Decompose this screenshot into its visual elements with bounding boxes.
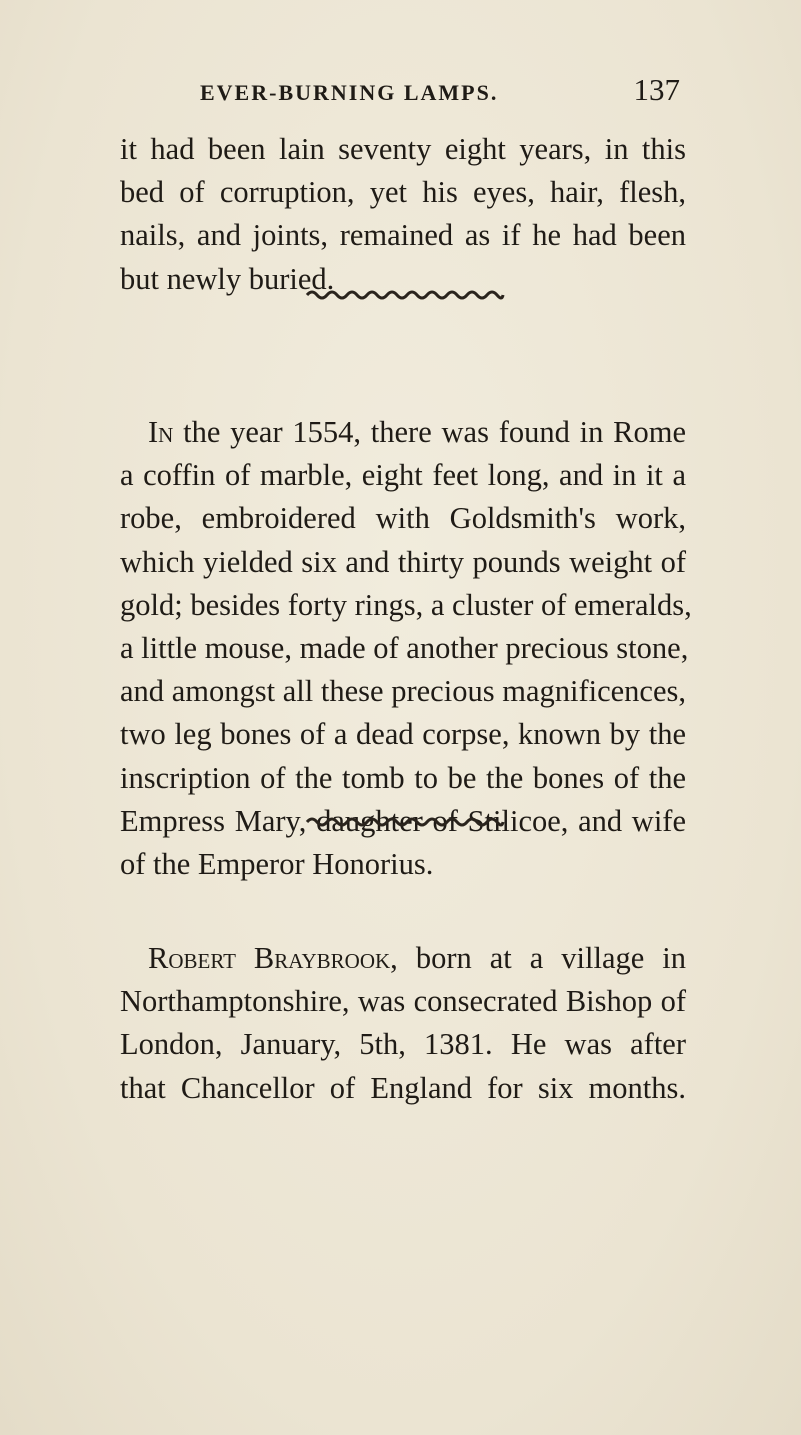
text-line: London, January, 5th, 1381. He was after <box>120 1027 686 1062</box>
paragraph-3 <box>120 937 686 1110</box>
text-line: Empress Mary, daughter of Stilicoe, and wife <box>120 803 686 838</box>
ornamental-divider <box>305 815 505 829</box>
ornamental-divider <box>305 288 505 302</box>
text-line: gold; besides forty rings, a cluster of emeralds, <box>120 587 692 622</box>
text-line: robe, embroidered with Goldsmith's work, <box>120 501 686 536</box>
text-line: of the Emperor Honorius. <box>120 847 434 882</box>
paragraph-1 <box>120 128 686 301</box>
text-line: In the year 1554, there was found in Rome <box>148 415 686 449</box>
page-number: 137 <box>633 72 680 107</box>
text-line: it had been lain seventy eight years, in this <box>120 132 686 166</box>
text-line: nails, and joints, remained as if he had been <box>120 218 686 253</box>
text-line: and amongst all these precious magnificences, <box>120 674 686 709</box>
text-line: that Chancellor of England for six months. <box>120 1070 686 1105</box>
text-line: but newly buried. <box>120 261 335 296</box>
text-line: which yielded six and thirty pounds weight of <box>120 544 686 579</box>
text-line: a little mouse, made of another precious stone, <box>120 631 689 666</box>
text-line: Northamptonshire, was consecrated Bishop of <box>120 984 686 1019</box>
text-line: inscription of the tomb to be the bones of the <box>120 760 686 795</box>
text-line: a coffin of marble, eight feet long, and in it a <box>120 458 686 493</box>
text-line: Robert Braybrook, born at a village in <box>148 941 686 975</box>
page-header <box>120 72 680 118</box>
lead-name: Robert Braybrook, <box>148 941 398 975</box>
running-head: EVER-BURNING LAMPS. <box>200 80 499 105</box>
lead-word: In <box>148 415 174 449</box>
text-line: bed of corruption, yet his eyes, hair, flesh, <box>120 175 686 210</box>
text-line: two leg bones of a dead corpse, known by the <box>120 717 686 752</box>
